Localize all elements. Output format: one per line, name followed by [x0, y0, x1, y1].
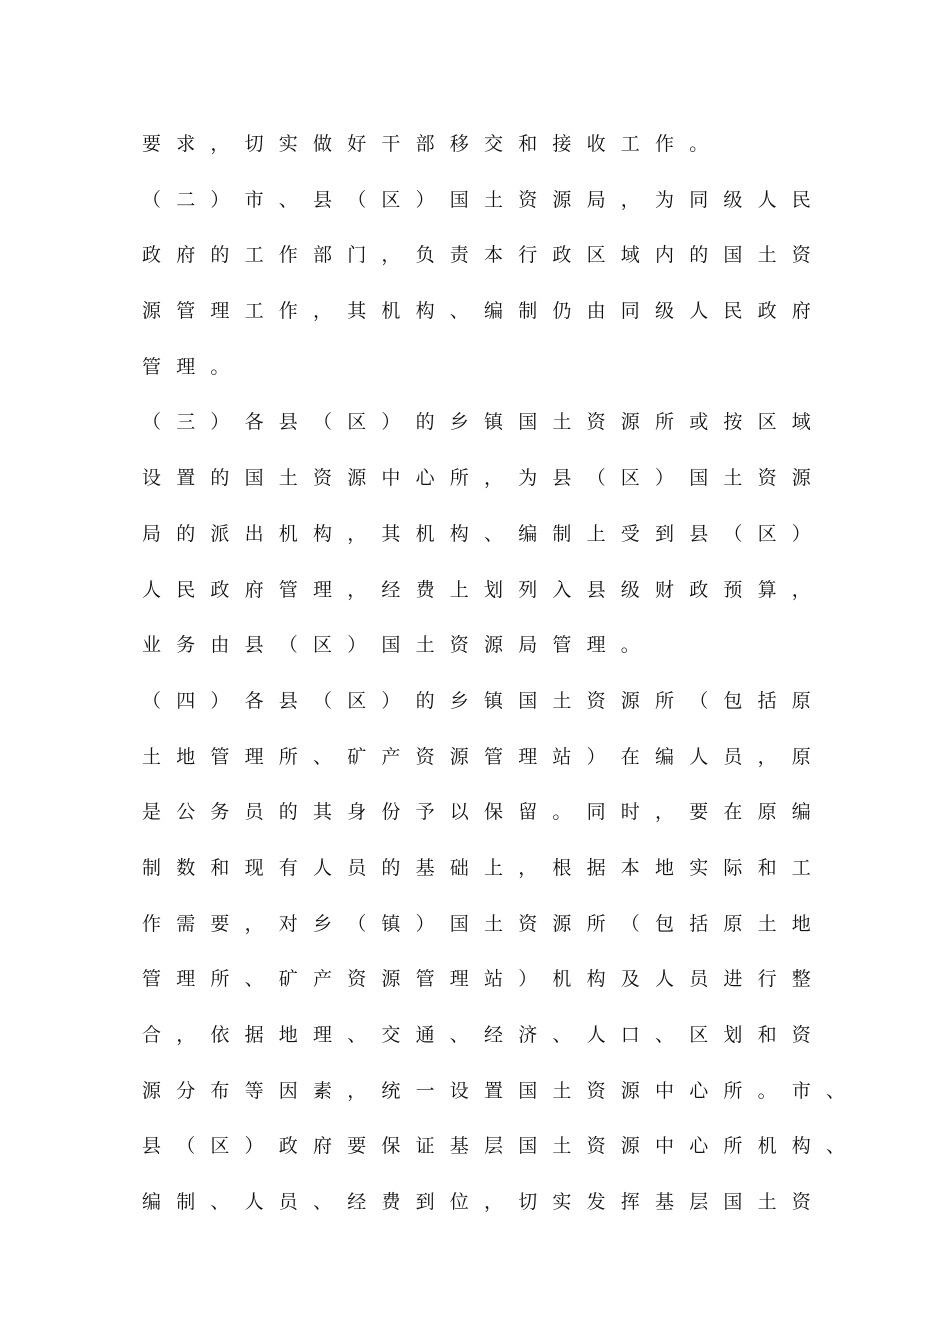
text-line: 编制、人员、经费到位，切实发挥基层国土资 [142, 1191, 827, 1214]
text-line: 设置的国土资源中心所，为县（区）国土资源 [142, 467, 827, 490]
text-line: 管理。 [142, 355, 245, 378]
text-line: （三）各县（区）的乡镇国土资源所或按区域 [142, 411, 827, 434]
text-line: 县（区）政府要保证基层国土资源中心所机构、 [142, 1135, 861, 1158]
text-line: 局的派出机构，其机构、编制上受到县（区） [142, 522, 827, 545]
text-line: 源管理工作，其机构、编制仍由同级人民政府 [142, 300, 827, 323]
text-line: 是公务员的其身份予以保留。同时，要在原编 [142, 801, 827, 824]
text-line: 管理所、矿产资源管理站）机构及人员进行整 [142, 968, 827, 991]
text-line: 合，依据地理、交通、经济、人口、区划和资 [142, 1024, 827, 1046]
text-line: 源分布等因素，统一设置国土资源中心所。市、 [142, 1079, 861, 1102]
text-line: 业务由县（区）国土资源局管理。 [142, 634, 656, 657]
text-line: 政府的工作部门，负责本行政区域内的国土资 [142, 244, 827, 267]
document-body [142, 124, 861, 1238]
text-line: （四）各县（区）的乡镇国土资源所（包括原 [142, 689, 827, 712]
text-line: 要求，切实做好干部移交和接收工作。 [142, 133, 724, 155]
text-line: 制数和现有人员的基础上，根据本地实际和工 [142, 856, 827, 879]
text-line: （二）市、县（区）国土资源局，为同级人民 [142, 188, 827, 211]
text-line: 土地管理所、矿产资源管理站）在编人员，原 [142, 745, 827, 768]
text-line: 人民政府管理，经费上划列入县级财政预算， [142, 578, 827, 601]
text-line: 作需要，对乡（镇）国土资源所（包括原土地 [142, 912, 827, 935]
